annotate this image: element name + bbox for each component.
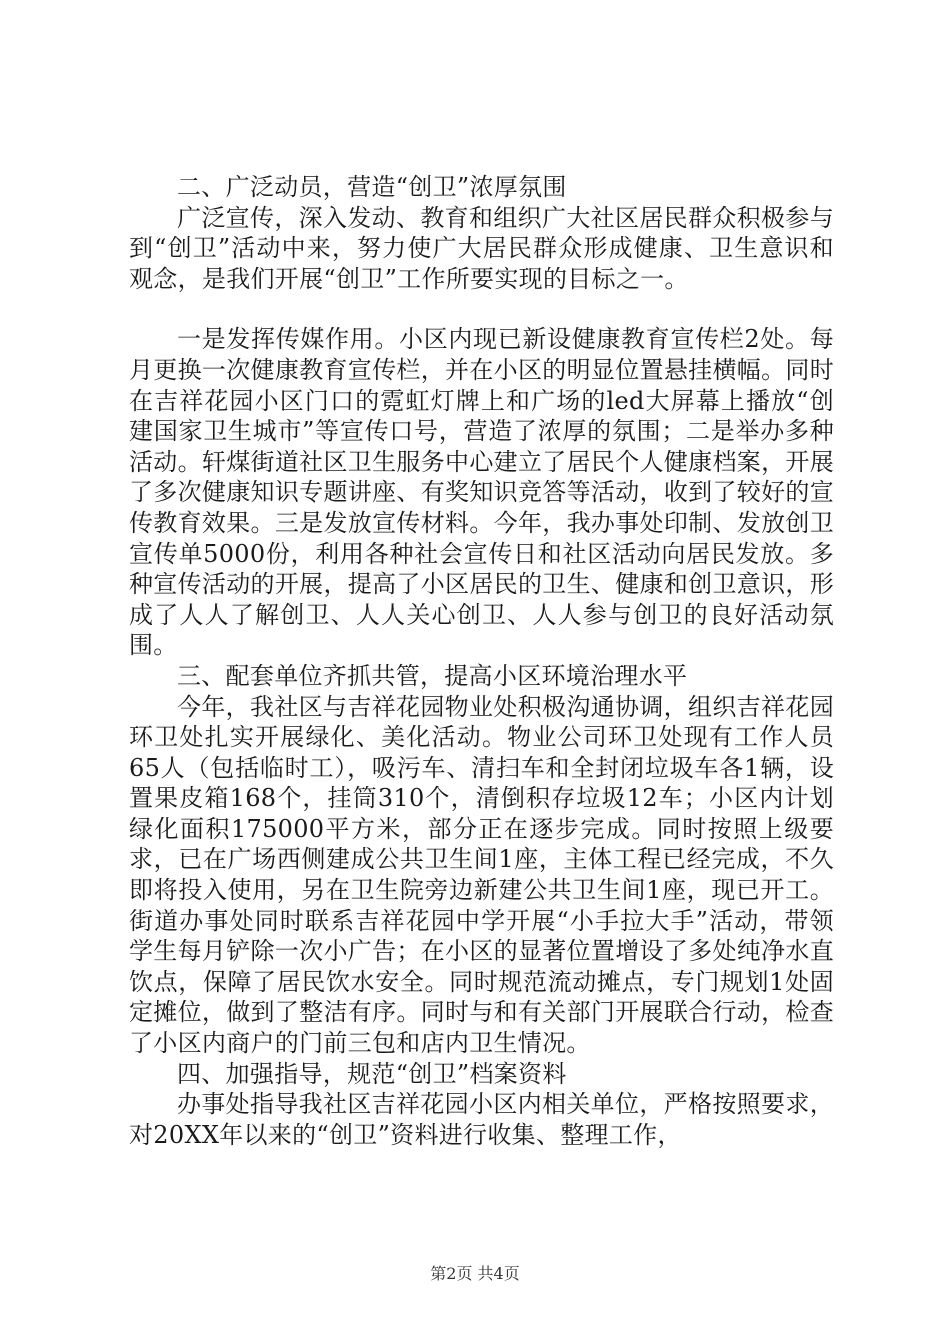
body-paragraph: 一是发挥传媒作用。小区内现已新设健康教育宣传栏2处。每月更换一次健康教育宣传栏，并在小区的明显位置悬挂横幅。同时在吉祥花园小区门口的霓虹灯牌上和广场的led大屏幕上播放“创建国家卫生城市”等宣传口号，营造了浓厚的氛围；二是举办多种活动。轩煤街道社区卫生服务中心建立了居民个人健康档案，开展了多次健康知识专题讲座、有奖知识竞答等活动，收到了较好的宣传教育效果。三是发放宣传材料。今年，我办事处印制、发放创卫宣传单5000份，利用各种社会宣传日和社区活动向居民发放。多种宣传活动的开展，提高了小区居民的卫生、健康和创卫意识，形成了人人了解创卫、人人关心创卫、人人参与创卫的良好活动氛围。	[129, 325, 834, 660]
document-body	[129, 172, 834, 1150]
section-heading-3: 三、配套单位齐抓共管，提高小区环境治理水平	[177, 661, 688, 690]
body-paragraph: 办事处指导我社区吉祥花园小区内相关单位，严格按照要求，对20XX年以来的“创卫”资料进行收集、整理工作，	[129, 1090, 834, 1149]
page-number-footer: 第2页 共4页	[430, 1264, 520, 1283]
section-heading-4: 四、加强指导，规范“创卫”档案资料	[177, 1059, 567, 1088]
paragraph-spacer	[129, 294, 834, 324]
body-paragraph: 今年，我社区与吉祥花园物业处积极沟通协调，组织吉祥花园环卫处扎实开展绿化、美化活动。物业公司环卫处现有工作人员65人（包括临时工），吸污车、清扫车和全封闭垃圾车各1辆，设置果皮箱168个，挂筒310个，清倒积存垃圾12车；小区内计划绿化面积175000平方米，部分正在逐步完成。同时按照上级要求，已在广场西侧建成公共卫生间1座，主体工程已经完成，不久即将投入使用，另在卫生院旁边新建公共卫生间1座，现已开工。街道办事处同时联系吉祥花园中学开展“小手拉大手”活动，带领学生每月铲除一次小广告；在小区的显著位置增设了多处纯净水直饮点，保障了居民饮水安全。同时规范流动摊点，专门规划1处固定摊位，做到了整洁有序。同时与和有关部门开展联合行动，检查了小区内商户的门前三包和店内卫生情况。	[129, 692, 834, 1058]
section-heading-2: 二、广泛动员，营造“创卫”浓厚氛围	[177, 173, 567, 201]
body-paragraph: 广泛宣传，深入发动、教育和组织广大社区居民群众积极参与到“创卫”活动中来，努力使广大居民群众形成健康、卫生意识和观念，是我们开展“创卫”工作所要实现的目标之一。	[129, 203, 834, 293]
